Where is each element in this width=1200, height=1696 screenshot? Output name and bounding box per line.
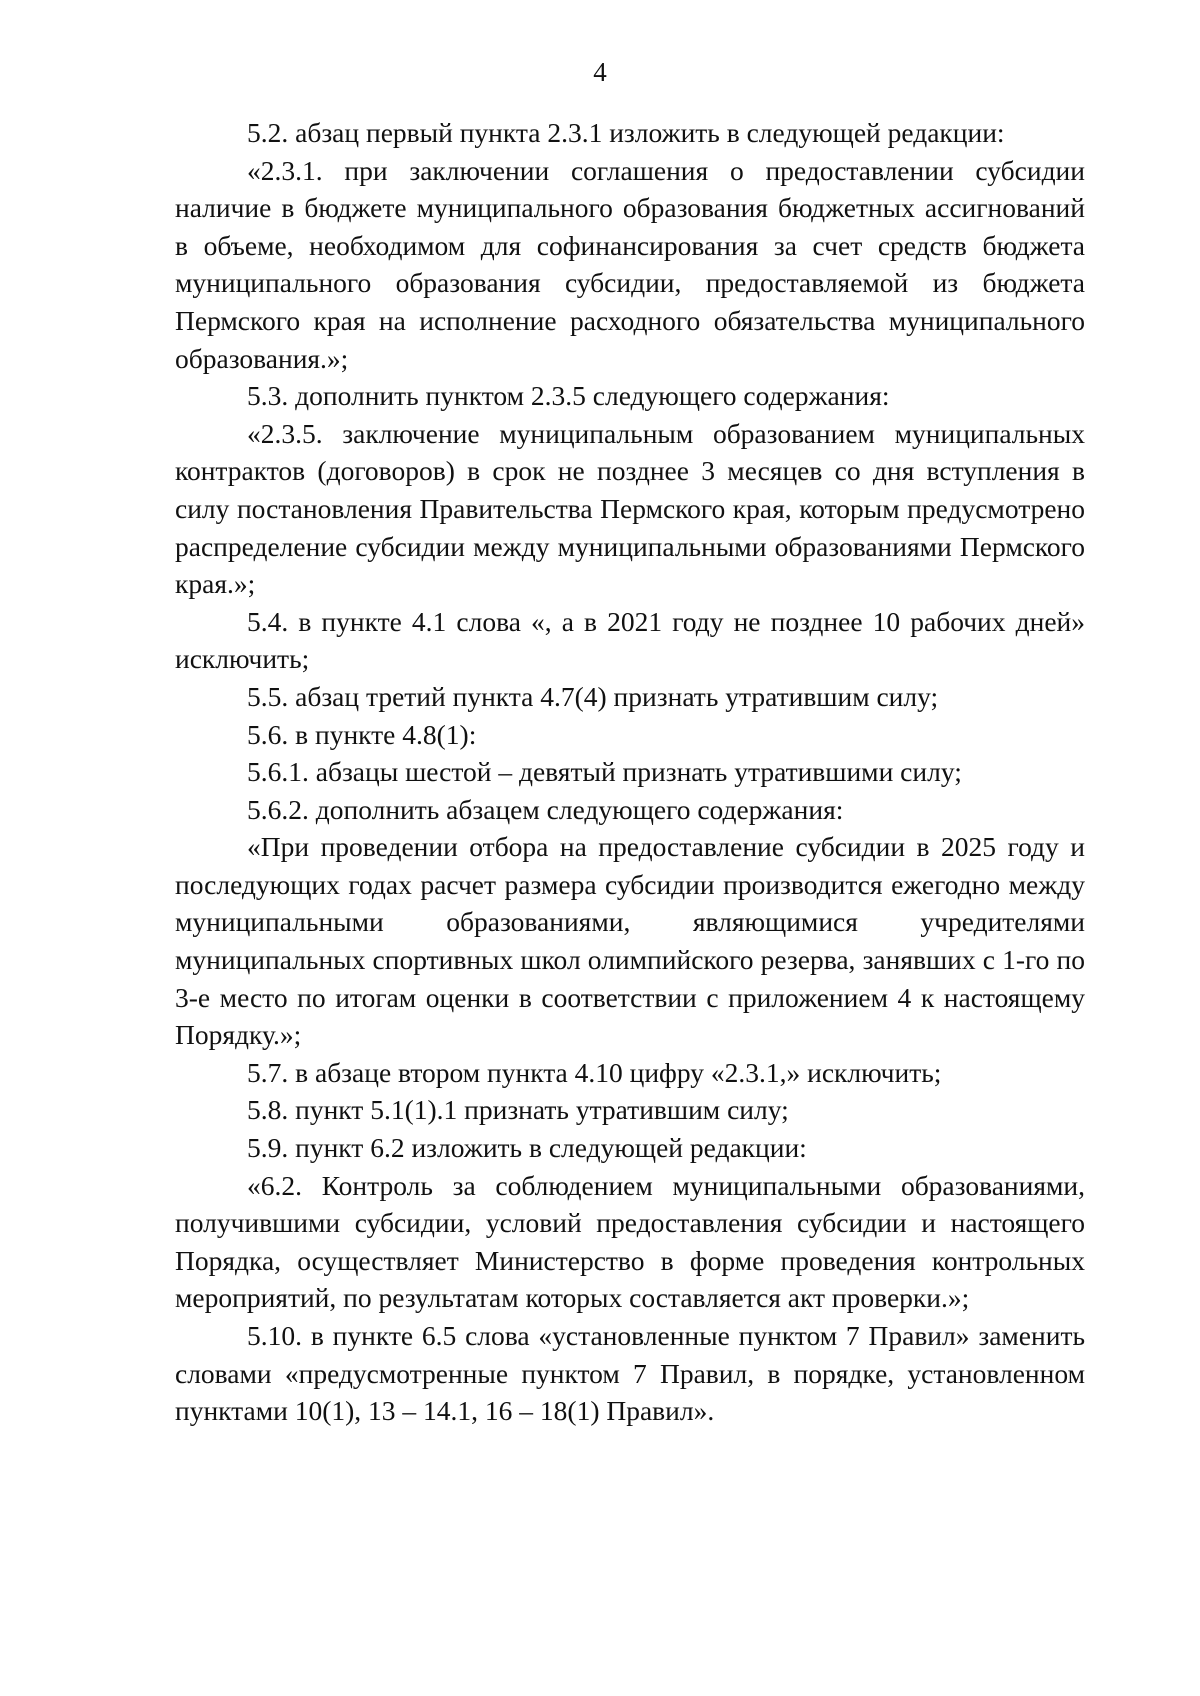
paragraph-5-9: 5.9. пункт 6.2 изложить в следующей редакции: [247,1132,807,1164]
paragraph-5-8: 5.8. пункт 5.1(1).1 признать утратившим силу; [247,1094,789,1126]
paragraph-2-3-5-text: «2.3.5. заключение муниципальным образованием муниципальных контрактов (договоров) в срок не позднее 3 месяцев со дня вступления в силу постановления Правительства Пермского края, которым предусмотрено распределение субсидии между муниципальными образованиями Пермского края.»; [175,417,1085,600]
paragraph-6-2-text: «6.2. Контроль за соблюдением муниципальными образованиями, получившими субсидии, условий предоставления субсидии и настоящего Порядка, осуществляет Министерство в форме проведения контрольных мероприятий, по результатам которых составляется акт проверки.»; [175,1169,1085,1314]
paragraph-2-3-1-text: «2.3.1. при заключении соглашения о предоставлении субсидии наличие в бюджете муниципального образования бюджетных ассигнований в объеме, необходимом для софинансирования за счет средств бюджета муниципального образования субсидии, предоставляемой из бюджета Пермского края на исполнение расходного обязательства муниципального образования.»; [175,154,1085,374]
paragraph-5-10: 5.10. в пункте 6.5 слова «установленные пунктом 7 Правил» заменить словами «предусмотренные пунктом 7 Правил, в порядке, установленном пунктами 10(1), 13 – 14.1, 16 – 18(1) Правил». [175,1320,1085,1427]
paragraph-5-6-1: 5.6.1. абзацы шестой – девятый признать утратившими силу; [247,756,962,788]
paragraph-5-6-2: 5.6.2. дополнить абзацем следующего содержания: [247,793,844,825]
paragraph-5-3: 5.3. дополнить пунктом 2.3.5 следующего содержания: [247,380,890,412]
document-body [175,114,1085,1430]
paragraph-new-abzac-text: «При проведении отбора на предоставление субсидии в 2025 году и последующих годах расчет размера субсидии производится ежегодно между муниципальными образованиями, являющимися учредителями муниципальных спортивных школ олимпийского резерва, занявших с 1-го по 3-е место по итогам оценки в соответствии с приложением 4 к настоящему Порядку.»; [175,831,1085,1051]
paragraph-5-5: 5.5. абзац третий пункта 4.7(4) признать утратившим силу; [247,680,939,712]
paragraph-5-7: 5.7. в абзаце втором пункта 4.10 цифру «2.3.1,» исключить; [247,1056,942,1088]
page-number: 4 [593,57,607,87]
paragraph-5-6: 5.6. в пункте 4.8(1): [247,718,477,750]
paragraph-5-2: 5.2. абзац первый пункта 2.3.1 изложить в следующей редакции: [247,117,1005,148]
paragraph-5-4: 5.4. в пункте 4.1 слова «, а в 2021 году не позднее 10 рабочих дней» исключить; [175,605,1085,675]
